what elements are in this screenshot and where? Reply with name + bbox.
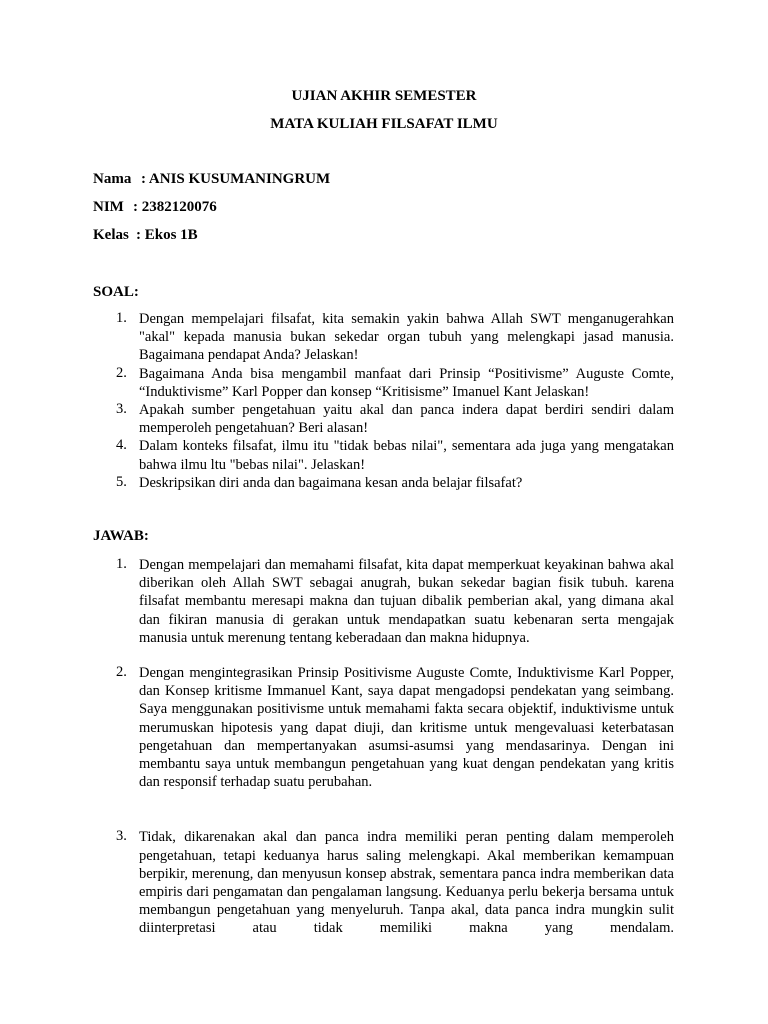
- student-nim-line: [93, 199, 217, 216]
- answer-number: 3.: [116, 828, 127, 845]
- question-text: Dalam konteks filsafat, ilmu itu "tidak bebas nilai", sementara ada juga yang mengatakan bahwa ilmu ltu "bebas nilai". Jelaskan!: [139, 438, 674, 473]
- answer-number: 2.: [116, 664, 127, 681]
- student-name-line: [93, 171, 330, 188]
- question-text: Apakah sumber pengetahuan yaitu akal dan panca indera dapat berdiri sendiri dalam memperoleh pengetahuan? Beri alasan!: [139, 402, 674, 437]
- exam-title: UJIAN AKHIR SEMESTER: [291, 88, 477, 104]
- name-value: : ANIS KUSUMANINGRUM: [141, 171, 331, 187]
- question-number: 5.: [116, 473, 127, 490]
- class-value: : Ekos 1B: [136, 227, 198, 243]
- question-text: Dengan mempelajari filsafat, kita semakin yakin bahwa Allah SWT menganugerahkan "akal" kepada manusia bukan sekedar organ tubuh yang melengkapi jasad manusia. Bagaimana pendapat Anda? Jelaskan!: [139, 311, 674, 364]
- question-number: 3.: [116, 401, 127, 418]
- answer-text: Tidak, dikarenakan akal dan panca indra memiliki peran penting dalam memperoleh pengetahuan, tetapi keduanya harus saling melengkapi. Akal memberikan kemampuan berpikir, merenung, dan menyusun konsep abstrak, sementara panca indra memberikan data empiris dari pengamatan dan pengalaman langsung. Keduanya perlu bekerja bersama untuk membangun pengetahuan yang menyeluruh. Tanpa akal, data panca indra mungkin sulit diinterpretasi atau tidak memiliki makna yang mendalam.: [139, 829, 674, 937]
- questions-list: [0, 310, 768, 492]
- answer-text: Dengan mempelajari dan memahami filsafat, kita dapat memperkuat keyakinan bahwa akal diberikan oleh Allah SWT sebagai anugrah, bukan sekedar bagian fisik tubuh. karena filsafat membantu meresapi makna dan tujuan dibalik pemberian akal, yang dimana akal dan fikiran manusia di gerakan untuk mendapatkan suatu kebenaran serta mengajak manusia untuk merenung tentang keberadaan dan makna hidupnya.: [139, 557, 674, 646]
- question-item: [0, 310, 768, 365]
- answer-item: [0, 556, 768, 647]
- answers-heading: JAWAB:: [93, 528, 149, 544]
- question-text: Deskripsikan diri anda dan bagaimana kesan anda belajar filsafat?: [139, 474, 523, 491]
- question-number: 2.: [116, 364, 127, 381]
- answer-item: [0, 828, 768, 955]
- question-item: [0, 474, 768, 492]
- nim-label: NIM: [93, 199, 124, 215]
- question-number: 1.: [116, 310, 127, 326]
- name-label: Nama: [93, 171, 132, 187]
- class-label: Kelas: [93, 227, 129, 243]
- answer-item: [0, 664, 768, 791]
- answers-list: [0, 556, 768, 956]
- questions-heading: SOAL:: [93, 284, 139, 300]
- question-text: Bagaimana Anda bisa mengambil manfaat dari Prinsip “Positivisme” Auguste Comte, “Induktivisme” Karl Popper dan konsep “Kritisisme” Imanuel Kant Jelaskan!: [139, 365, 674, 400]
- student-class-line: [93, 227, 198, 244]
- course-title: MATA KULIAH FILSAFAT ILMU: [270, 116, 498, 132]
- nim-value: : 2382120076: [133, 199, 217, 215]
- question-item: [0, 401, 768, 437]
- question-number: 4.: [116, 437, 127, 454]
- question-item: [0, 365, 768, 401]
- question-item: [0, 437, 768, 473]
- answer-text: Dengan mengintegrasikan Prinsip Positivisme Auguste Comte, Induktivisme Karl Popper, dan Konsep kritisme Immanuel Kant, saya dapat mengadopsi pendekatan yang seimbang. Saya menggunakan positivisme untuk memahami fakta secara objektif, induktivisme untuk merumuskan hipotesis yang dapat diuji, dan kritisme untuk mengevaluasi keterbatasan pengetahuan dan mempertanyakan asumsi-asumsi yang mendasarinya. Dengan ini membantu saya untuk membangun pengetahuan yang kuat dengan pendekatan yang kritis dan responsif terhadap suatu perubahan.: [139, 665, 674, 791]
- answer-number: 1.: [116, 556, 127, 572]
